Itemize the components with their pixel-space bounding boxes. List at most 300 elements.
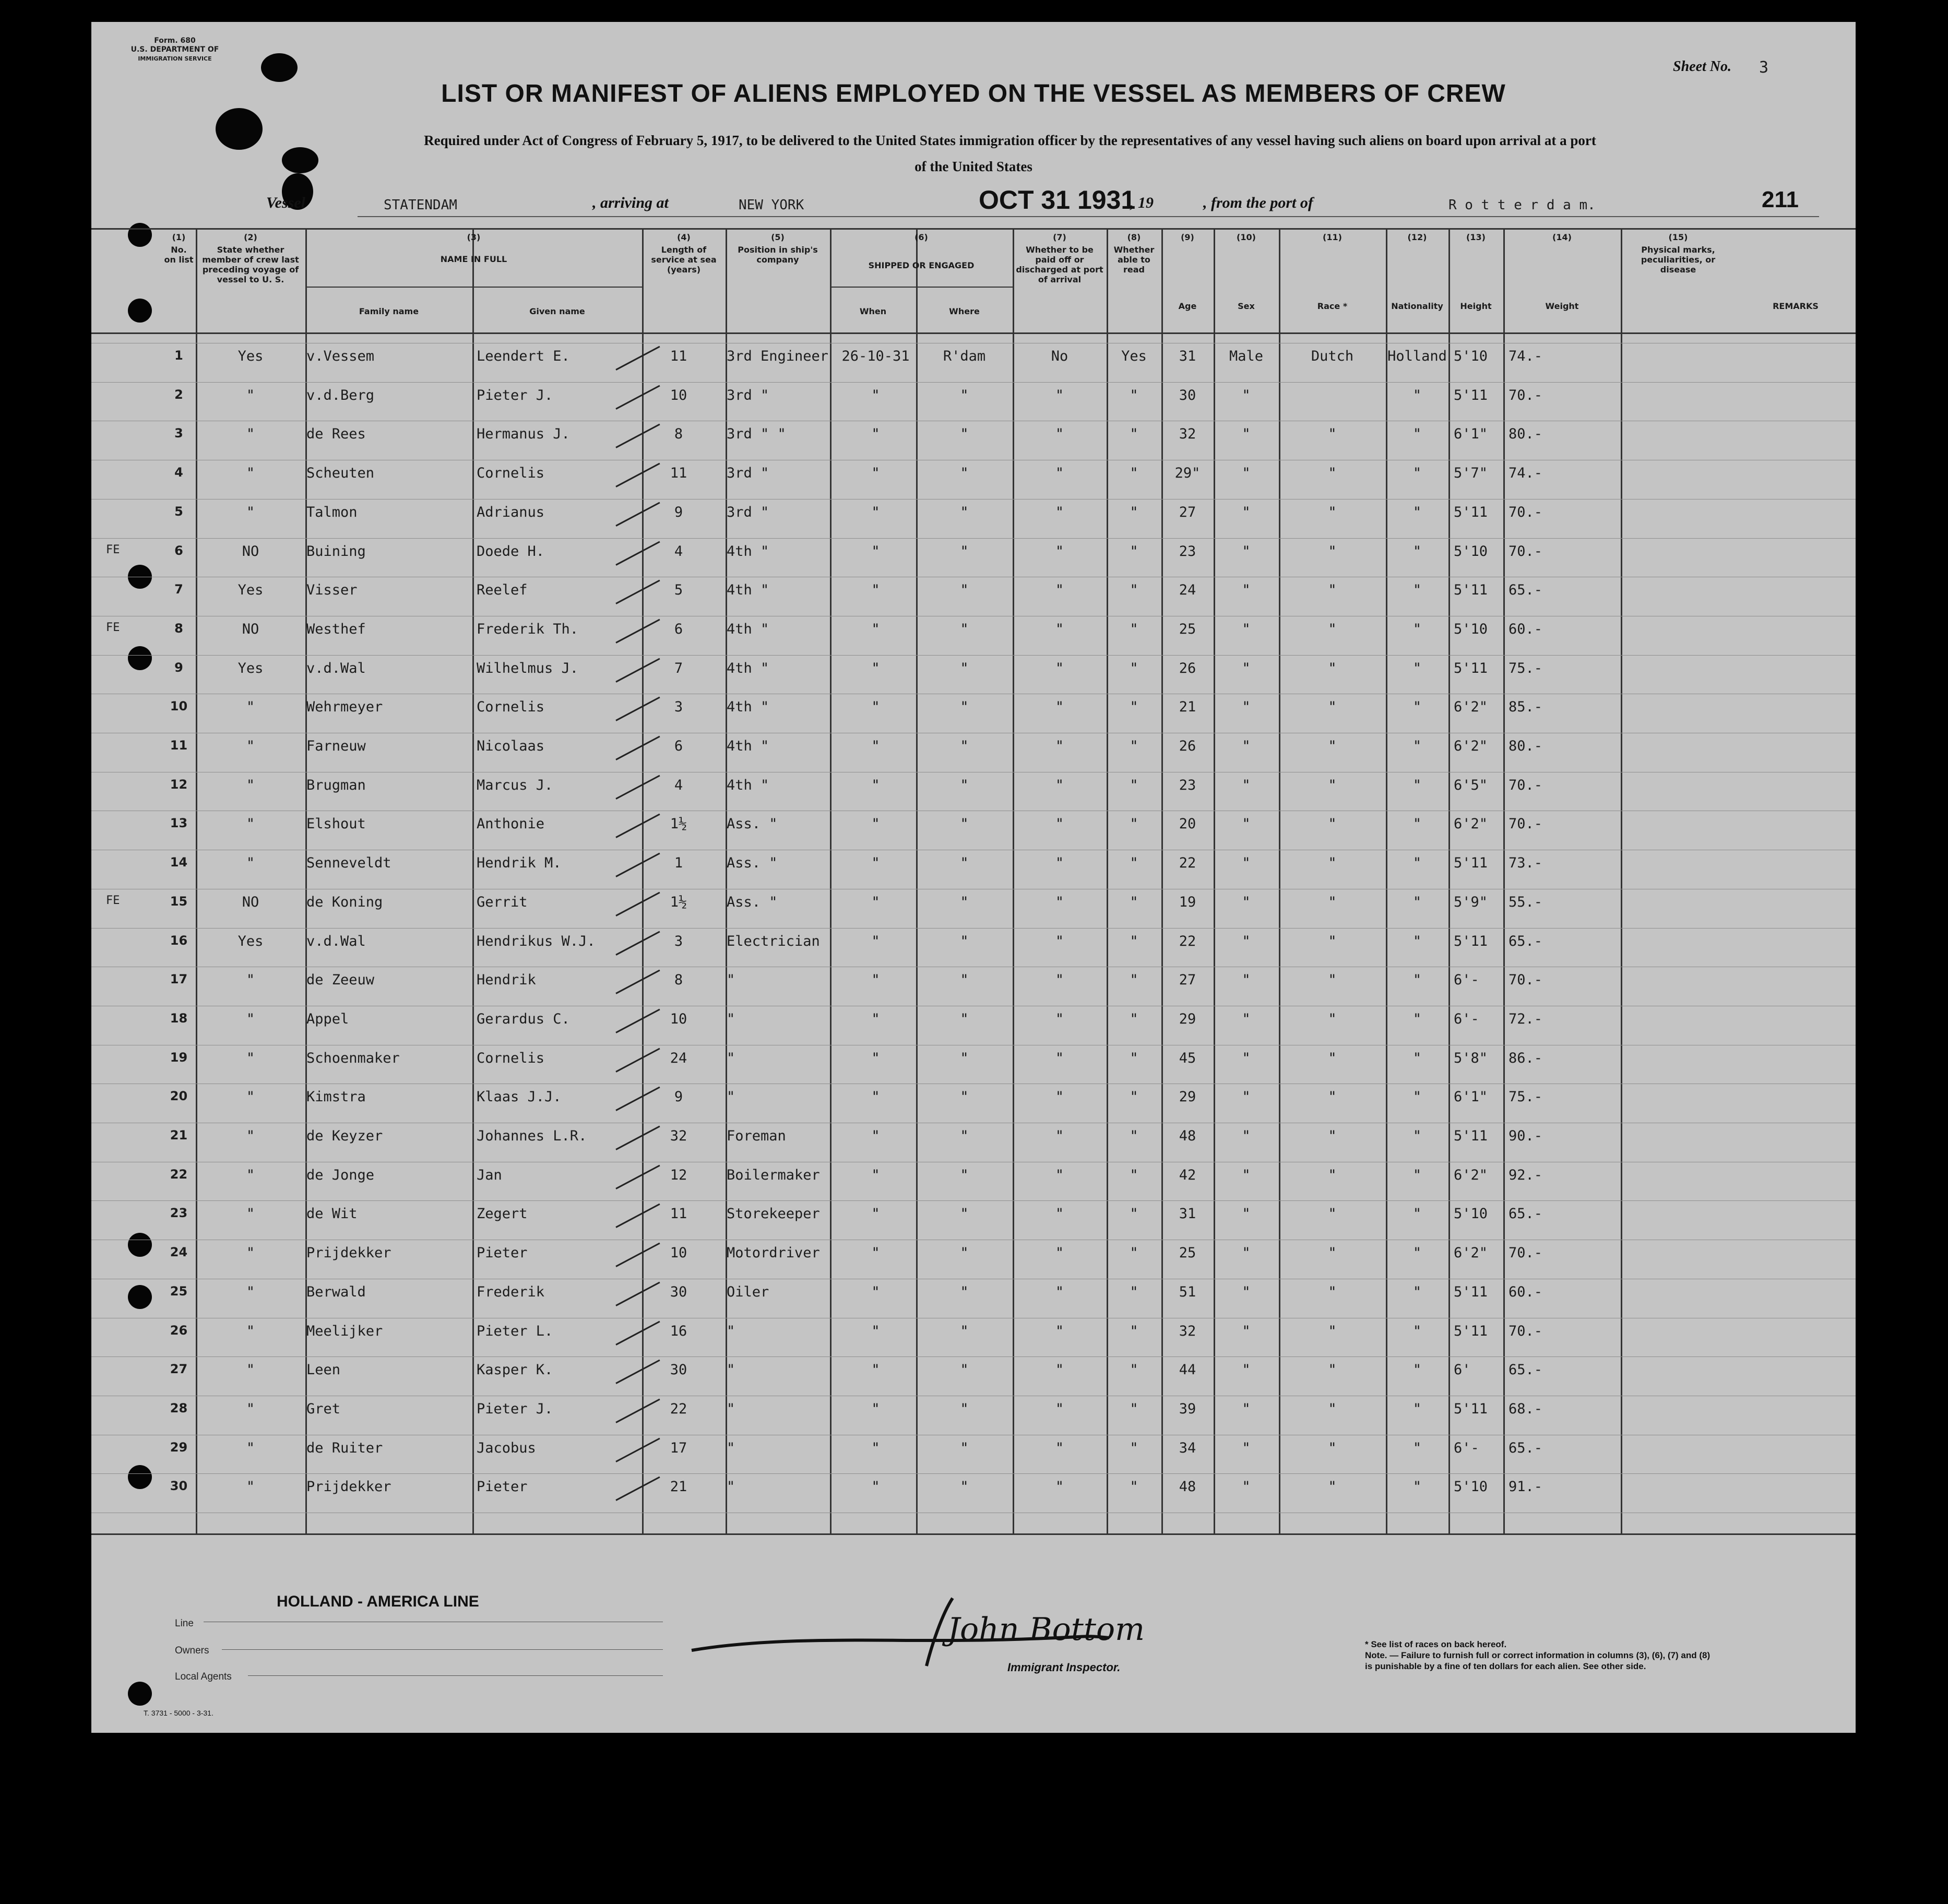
cell-age: 29 bbox=[1179, 1010, 1196, 1027]
cell-paid: " bbox=[1055, 1400, 1064, 1417]
cell-no: 27 bbox=[170, 1362, 188, 1377]
cell-prev: " bbox=[246, 1089, 255, 1105]
cell-when: " bbox=[871, 1283, 880, 1300]
cell-nat: " bbox=[1412, 660, 1422, 676]
cell-age: 31 bbox=[1179, 1206, 1196, 1222]
cell-service: 10 bbox=[670, 387, 687, 403]
cell-age: 48 bbox=[1179, 1479, 1196, 1495]
cell-position: 3rd " " bbox=[727, 426, 786, 443]
manifest-page bbox=[91, 22, 1856, 1733]
cell-nat: " bbox=[1412, 1010, 1422, 1027]
cell-family: Visser bbox=[306, 582, 358, 599]
cell-service: 6 bbox=[674, 621, 683, 637]
vessel-label: Vessel bbox=[266, 194, 305, 211]
column-rule bbox=[1621, 228, 1622, 1533]
cell-where: " bbox=[960, 1479, 969, 1495]
cell-position: Ass. " bbox=[727, 894, 778, 910]
cell-when: " bbox=[871, 504, 880, 520]
cell-race: " bbox=[1328, 894, 1337, 910]
cell-prev: " bbox=[246, 816, 255, 832]
cell-sex: " bbox=[1242, 777, 1251, 793]
cell-height: 6' bbox=[1454, 1362, 1471, 1378]
header-name-in-full: NAME IN FULL bbox=[440, 254, 507, 264]
cell-age: 25 bbox=[1179, 621, 1196, 637]
cell-weight: 70.- bbox=[1508, 1323, 1543, 1339]
cell-position: " bbox=[727, 1479, 735, 1495]
cell-when: " bbox=[871, 465, 880, 482]
cell-when: " bbox=[871, 1479, 880, 1495]
cell-weight: 68.- bbox=[1508, 1400, 1543, 1417]
cell-paid: " bbox=[1055, 1362, 1064, 1378]
header-position-num: (5) bbox=[771, 232, 785, 242]
cell-weight: 70.- bbox=[1508, 972, 1543, 989]
cell-position: Ass. " bbox=[727, 816, 778, 832]
print-code: T. 3731 - 5000 - 3-31. bbox=[144, 1709, 213, 1717]
cell-height: 6'1" bbox=[1454, 1089, 1488, 1105]
cell-where: " bbox=[960, 1439, 969, 1456]
cell-position: " bbox=[727, 1050, 735, 1066]
cell-no: 19 bbox=[170, 1050, 188, 1065]
cell-no: 29 bbox=[170, 1439, 188, 1455]
cell-read: " bbox=[1130, 1010, 1138, 1027]
cell-sex: " bbox=[1242, 1362, 1251, 1378]
header-list-number: No. on list bbox=[164, 245, 194, 265]
cell-prev: " bbox=[246, 855, 255, 872]
cell-no: 2 bbox=[174, 387, 183, 402]
cell-sex: " bbox=[1242, 1089, 1251, 1105]
cell-height: 5'10 bbox=[1454, 1479, 1488, 1495]
manifest-subtitle-2: of the United States bbox=[914, 159, 1032, 174]
cell-read: " bbox=[1130, 855, 1138, 872]
cell-read: " bbox=[1130, 894, 1138, 910]
cell-position: " bbox=[727, 1010, 735, 1027]
cell-nat: " bbox=[1412, 1167, 1422, 1183]
agents-label: Local Agents bbox=[175, 1671, 232, 1682]
cell-nat: " bbox=[1412, 933, 1422, 949]
header-physical-marks-num: (15) bbox=[1668, 232, 1688, 242]
header-sex: Sex bbox=[1238, 301, 1255, 311]
cell-given: Anthonie bbox=[477, 816, 545, 832]
cell-when: " bbox=[871, 660, 880, 676]
cell-given: Frederik Th. bbox=[477, 621, 579, 637]
cell-age: 45 bbox=[1179, 1050, 1196, 1066]
cell-given: Gerardus C. bbox=[477, 1010, 570, 1027]
cell-service: 4 bbox=[674, 543, 683, 560]
cell-race: " bbox=[1328, 1283, 1337, 1300]
cell-age: 34 bbox=[1179, 1439, 1196, 1456]
header-list-number-num: (1) bbox=[172, 232, 186, 242]
cell-service: 21 bbox=[670, 1479, 687, 1495]
cell-age: 26 bbox=[1179, 738, 1196, 754]
header-position: Position in ship's company bbox=[738, 245, 818, 265]
cell-position: 4th " bbox=[727, 543, 769, 560]
cell-weight: 70.- bbox=[1508, 387, 1543, 403]
header-shipped-engaged: SHIPPED OR ENGAGED bbox=[868, 260, 975, 270]
cell-paid: " bbox=[1055, 660, 1064, 676]
cell-when: " bbox=[871, 1050, 880, 1066]
cell-sex: " bbox=[1242, 894, 1251, 910]
punch-hole bbox=[128, 1285, 152, 1309]
cell-paid: " bbox=[1055, 543, 1064, 560]
cell-read: " bbox=[1130, 660, 1138, 676]
row-rule bbox=[91, 538, 1856, 539]
cell-age: 39 bbox=[1179, 1400, 1196, 1417]
cell-where: " bbox=[960, 1362, 969, 1378]
cell-paid: " bbox=[1055, 504, 1064, 520]
cell-no: 18 bbox=[170, 1010, 188, 1026]
cell-nat: " bbox=[1412, 1206, 1422, 1222]
cell-weight: 60.- bbox=[1508, 621, 1543, 637]
margin-mark: FE bbox=[106, 621, 120, 634]
cell-where: " bbox=[960, 894, 969, 910]
punch-hole bbox=[128, 223, 152, 247]
cell-sex: " bbox=[1242, 426, 1251, 443]
row-rule bbox=[91, 1200, 1856, 1201]
cell-no: 14 bbox=[170, 855, 188, 870]
cell-family: Appel bbox=[306, 1010, 349, 1027]
cell-nat: " bbox=[1412, 1323, 1422, 1339]
list-number: 211 bbox=[1762, 187, 1799, 212]
cell-family: de Keyzer bbox=[306, 1128, 383, 1144]
cell-height: 6'2" bbox=[1454, 738, 1488, 754]
cell-when: " bbox=[871, 582, 880, 599]
cell-no: 24 bbox=[170, 1245, 188, 1260]
cell-prev: " bbox=[246, 387, 255, 403]
cell-position: 3rd " bbox=[727, 465, 769, 482]
cell-height: 6'- bbox=[1454, 1010, 1479, 1027]
cell-position: Electrician bbox=[727, 933, 820, 949]
cell-read: " bbox=[1130, 621, 1138, 637]
cell-no: 3 bbox=[174, 426, 183, 441]
cell-age: 24 bbox=[1179, 582, 1196, 599]
cell-sex: " bbox=[1242, 1245, 1251, 1262]
cell-nat: " bbox=[1412, 738, 1422, 754]
cell-where: " bbox=[960, 426, 969, 443]
cell-where: " bbox=[960, 543, 969, 560]
cell-sex: " bbox=[1242, 855, 1251, 872]
cell-height: 5'10 bbox=[1454, 621, 1488, 637]
cell-where: " bbox=[960, 972, 969, 989]
cell-paid: " bbox=[1055, 387, 1064, 403]
cell-read: " bbox=[1130, 1283, 1138, 1300]
cell-given: Jan bbox=[477, 1167, 502, 1183]
cell-nat: Holland bbox=[1387, 348, 1447, 364]
cell-height: 6'2" bbox=[1454, 816, 1488, 832]
cell-sex: " bbox=[1242, 699, 1251, 716]
cell-family: Gret bbox=[306, 1400, 341, 1417]
cell-paid: " bbox=[1055, 894, 1064, 910]
margin-mark: FE bbox=[106, 894, 120, 907]
header-age: Age bbox=[1178, 301, 1197, 311]
cell-no: 5 bbox=[174, 504, 183, 519]
sheet-number: 3 bbox=[1759, 58, 1769, 77]
cell-sex: " bbox=[1242, 1439, 1251, 1456]
cell-given: Hendrik M. bbox=[477, 855, 562, 872]
cell-given: Zegert bbox=[477, 1206, 528, 1222]
cell-age: 27 bbox=[1179, 504, 1196, 520]
cell-family: Elshout bbox=[306, 816, 366, 832]
cell-paid: " bbox=[1055, 855, 1064, 872]
cell-sex: " bbox=[1242, 465, 1251, 482]
cell-prev: " bbox=[246, 1245, 255, 1262]
cell-where: " bbox=[960, 1050, 969, 1066]
table-header-rule bbox=[91, 332, 1856, 334]
cell-sex: " bbox=[1242, 972, 1251, 989]
cell-where: " bbox=[960, 1206, 969, 1222]
cell-when: " bbox=[871, 738, 880, 754]
table-bottom-rule bbox=[91, 1533, 1856, 1535]
table-top-rule bbox=[91, 228, 1856, 230]
punch-hole bbox=[128, 299, 152, 323]
cell-race: Dutch bbox=[1311, 348, 1354, 364]
cell-paid: " bbox=[1055, 582, 1064, 599]
owners-underline bbox=[222, 1649, 663, 1650]
cell-family: Talmon bbox=[306, 504, 358, 520]
cell-sex: " bbox=[1242, 1128, 1251, 1144]
cell-family: Wehrmeyer bbox=[306, 699, 383, 716]
cell-service: 30 bbox=[670, 1362, 687, 1378]
cell-when: " bbox=[871, 1089, 880, 1105]
cell-where: " bbox=[960, 699, 969, 716]
cell-height: 5'11 bbox=[1454, 1283, 1488, 1300]
cell-nat: " bbox=[1412, 465, 1422, 482]
cell-no: 7 bbox=[174, 582, 183, 597]
cell-age: 32 bbox=[1179, 1323, 1196, 1339]
cell-age: 44 bbox=[1179, 1362, 1196, 1378]
header-shipped-when: When bbox=[859, 306, 887, 316]
cell-race: " bbox=[1328, 465, 1337, 482]
cell-prev: " bbox=[246, 1128, 255, 1144]
cell-paid: No bbox=[1051, 348, 1068, 364]
cell-paid: " bbox=[1055, 816, 1064, 832]
punch-hole bbox=[128, 1233, 152, 1257]
cell-age: 51 bbox=[1179, 1283, 1196, 1300]
row-rule bbox=[91, 655, 1856, 656]
punch-hole bbox=[128, 1465, 152, 1489]
cell-no: 22 bbox=[170, 1167, 188, 1182]
cell-given: Doede H. bbox=[477, 543, 545, 560]
cell-position: " bbox=[727, 972, 735, 989]
cell-where: " bbox=[960, 621, 969, 637]
cell-service: 8 bbox=[674, 972, 683, 989]
cell-given: Klaas J.J. bbox=[477, 1089, 562, 1105]
cell-paid: " bbox=[1055, 933, 1064, 949]
cell-given: Cornelis bbox=[477, 465, 545, 482]
cell-service: 8 bbox=[674, 426, 683, 443]
cell-sex: " bbox=[1242, 1283, 1251, 1300]
cell-height: 6'5" bbox=[1454, 777, 1488, 793]
cell-read: " bbox=[1130, 1400, 1138, 1417]
cell-paid: " bbox=[1055, 1245, 1064, 1262]
footer-notes bbox=[1365, 1639, 1835, 1672]
cell-prev: " bbox=[246, 1439, 255, 1456]
cell-sex: " bbox=[1242, 1010, 1251, 1027]
cell-paid: " bbox=[1055, 1050, 1064, 1066]
cell-position: " bbox=[727, 1362, 735, 1378]
header-paid-off-num: (7) bbox=[1053, 232, 1066, 242]
cell-nat: " bbox=[1412, 1400, 1422, 1417]
cell-age: 23 bbox=[1179, 543, 1196, 560]
cell-nat: " bbox=[1412, 504, 1422, 520]
cell-race: " bbox=[1328, 816, 1337, 832]
cell-position: Oiler bbox=[727, 1283, 769, 1300]
cell-where: " bbox=[960, 816, 969, 832]
cell-given: Adrianus bbox=[477, 504, 545, 520]
cell-no: 21 bbox=[170, 1128, 188, 1143]
cell-age: 27 bbox=[1179, 972, 1196, 989]
header-name-num: (3) bbox=[467, 232, 481, 242]
cell-prev: " bbox=[246, 777, 255, 793]
cell-no: 4 bbox=[174, 465, 183, 480]
shipping-line: HOLLAND - AMERICA LINE bbox=[277, 1593, 479, 1610]
cell-when: " bbox=[871, 855, 880, 872]
cell-service: 12 bbox=[670, 1167, 687, 1183]
cell-read: " bbox=[1130, 543, 1138, 560]
cell-nat: " bbox=[1412, 1439, 1422, 1456]
cell-race: " bbox=[1328, 933, 1337, 949]
agents-underline bbox=[248, 1675, 663, 1676]
cell-nat: " bbox=[1412, 1362, 1422, 1378]
header-weight-num: (14) bbox=[1552, 232, 1572, 242]
cell-prev: " bbox=[246, 1479, 255, 1495]
cell-weight: 85.- bbox=[1508, 699, 1543, 716]
cell-race: " bbox=[1328, 855, 1337, 872]
manifest-title: LIST OR MANIFEST OF ALIENS EMPLOYED ON THE VESSEL AS MEMBERS OF CREW bbox=[441, 80, 1506, 108]
cell-where: " bbox=[960, 465, 969, 482]
cell-service: 3 bbox=[674, 933, 683, 949]
cell-race: " bbox=[1328, 1245, 1337, 1262]
cell-no: 28 bbox=[170, 1400, 188, 1415]
header-physical-marks: Physical marks, peculiarities, or disease bbox=[1641, 245, 1716, 275]
cell-nat: " bbox=[1412, 816, 1422, 832]
header-able-to-read-num: (8) bbox=[1127, 232, 1141, 242]
cell-weight: 65.- bbox=[1508, 1362, 1543, 1378]
cell-no: 25 bbox=[170, 1283, 188, 1299]
header-previous-voyage-num: (2) bbox=[244, 232, 257, 242]
cell-nat: " bbox=[1412, 582, 1422, 599]
cell-read: " bbox=[1130, 1323, 1138, 1339]
cell-family: de Zeeuw bbox=[306, 972, 375, 989]
cell-age: 20 bbox=[1179, 816, 1196, 832]
cell-paid: " bbox=[1055, 426, 1064, 443]
header-race: Race * bbox=[1317, 301, 1348, 311]
cell-sex: " bbox=[1242, 1323, 1251, 1339]
cell-position: 3rd " bbox=[727, 504, 769, 520]
cell-sex: " bbox=[1242, 1400, 1251, 1417]
cell-nat: " bbox=[1412, 1128, 1422, 1144]
cell-nat: " bbox=[1412, 1050, 1422, 1066]
cell-position: Ass. " bbox=[727, 855, 778, 872]
cell-height: 6'2" bbox=[1454, 1245, 1488, 1262]
cell-given: Wilhelmus J. bbox=[477, 660, 579, 676]
cell-weight: 80.- bbox=[1508, 426, 1543, 443]
cell-no: 11 bbox=[170, 738, 188, 753]
cell-where: " bbox=[960, 504, 969, 520]
cell-service: 9 bbox=[674, 1089, 683, 1105]
cell-family: v.d.Wal bbox=[306, 933, 366, 949]
cell-read: " bbox=[1130, 582, 1138, 599]
cell-paid: " bbox=[1055, 465, 1064, 482]
cell-no: 23 bbox=[170, 1206, 188, 1221]
cell-service: 1½ bbox=[670, 816, 687, 832]
cell-given: Frederik bbox=[477, 1283, 545, 1300]
cell-race: " bbox=[1328, 1400, 1337, 1417]
cell-height: 5'11 bbox=[1454, 933, 1488, 949]
cell-prev: " bbox=[246, 426, 255, 443]
cell-given: Hendrikus W.J. bbox=[477, 933, 596, 949]
cell-read: " bbox=[1130, 504, 1138, 520]
cell-race: " bbox=[1328, 1206, 1337, 1222]
cell-prev: NO bbox=[242, 894, 259, 910]
cell-sex: " bbox=[1242, 816, 1251, 832]
cell-family: Scheuten bbox=[306, 465, 375, 482]
cell-when: " bbox=[871, 1323, 880, 1339]
cell-prev: " bbox=[246, 504, 255, 520]
cell-read: " bbox=[1130, 738, 1138, 754]
cell-service: 32 bbox=[670, 1128, 687, 1144]
cell-paid: " bbox=[1055, 699, 1064, 716]
cell-weight: 70.- bbox=[1508, 543, 1543, 560]
cell-race: " bbox=[1328, 1323, 1337, 1339]
cell-prev: " bbox=[246, 1362, 255, 1378]
cell-height: 5'11 bbox=[1454, 1128, 1488, 1144]
cell-age: 48 bbox=[1179, 1128, 1196, 1144]
cell-family: de Jonge bbox=[306, 1167, 375, 1183]
shipped-subheader-rule bbox=[830, 287, 1013, 288]
row-rule bbox=[91, 1473, 1856, 1474]
cell-prev: " bbox=[246, 738, 255, 754]
cell-race: " bbox=[1328, 1050, 1337, 1066]
cell-service: 24 bbox=[670, 1050, 687, 1066]
cell-height: 5'11 bbox=[1454, 660, 1488, 676]
cell-weight: 91.- bbox=[1508, 1479, 1543, 1495]
punch-hole bbox=[128, 1682, 152, 1706]
cell-when: " bbox=[871, 1439, 880, 1456]
date-stamp: OCT 31 1931 bbox=[979, 185, 1136, 215]
cell-race: " bbox=[1328, 699, 1337, 716]
service: IMMIGRATION SERVICE bbox=[138, 55, 212, 62]
cell-where: " bbox=[960, 1323, 969, 1339]
header-service-length: Length of service at sea (years) bbox=[651, 245, 717, 275]
cell-given: Kasper K. bbox=[477, 1362, 553, 1378]
cell-no: 13 bbox=[170, 816, 188, 831]
cell-given: Gerrit bbox=[477, 894, 528, 910]
cell-height: 6'- bbox=[1454, 972, 1479, 989]
cell-given: Nicolaas bbox=[477, 738, 545, 754]
cell-position: 4th " bbox=[727, 660, 769, 676]
cell-nat: " bbox=[1412, 894, 1422, 910]
cell-when: " bbox=[871, 1245, 880, 1262]
cell-prev: " bbox=[246, 699, 255, 716]
punch-hole bbox=[128, 646, 152, 670]
cell-prev: " bbox=[246, 1283, 255, 1300]
cell-family: Prijdekker bbox=[306, 1479, 391, 1495]
header-family-name: Family name bbox=[359, 306, 419, 316]
cell-weight: 70.- bbox=[1508, 504, 1543, 520]
cell-age: 30 bbox=[1179, 387, 1196, 403]
cell-age: 31 bbox=[1179, 348, 1196, 364]
cell-read: " bbox=[1130, 933, 1138, 949]
cell-read: " bbox=[1130, 816, 1138, 832]
cell-given: Pieter bbox=[477, 1245, 528, 1262]
cell-family: v.d.Berg bbox=[306, 387, 375, 403]
cell-weight: 73.- bbox=[1508, 855, 1543, 872]
cell-sex: " bbox=[1242, 933, 1251, 949]
cell-paid: " bbox=[1055, 1283, 1064, 1300]
cell-prev: " bbox=[246, 1010, 255, 1027]
header-height: Height bbox=[1460, 301, 1492, 311]
cell-height: 5'11 bbox=[1454, 387, 1488, 403]
